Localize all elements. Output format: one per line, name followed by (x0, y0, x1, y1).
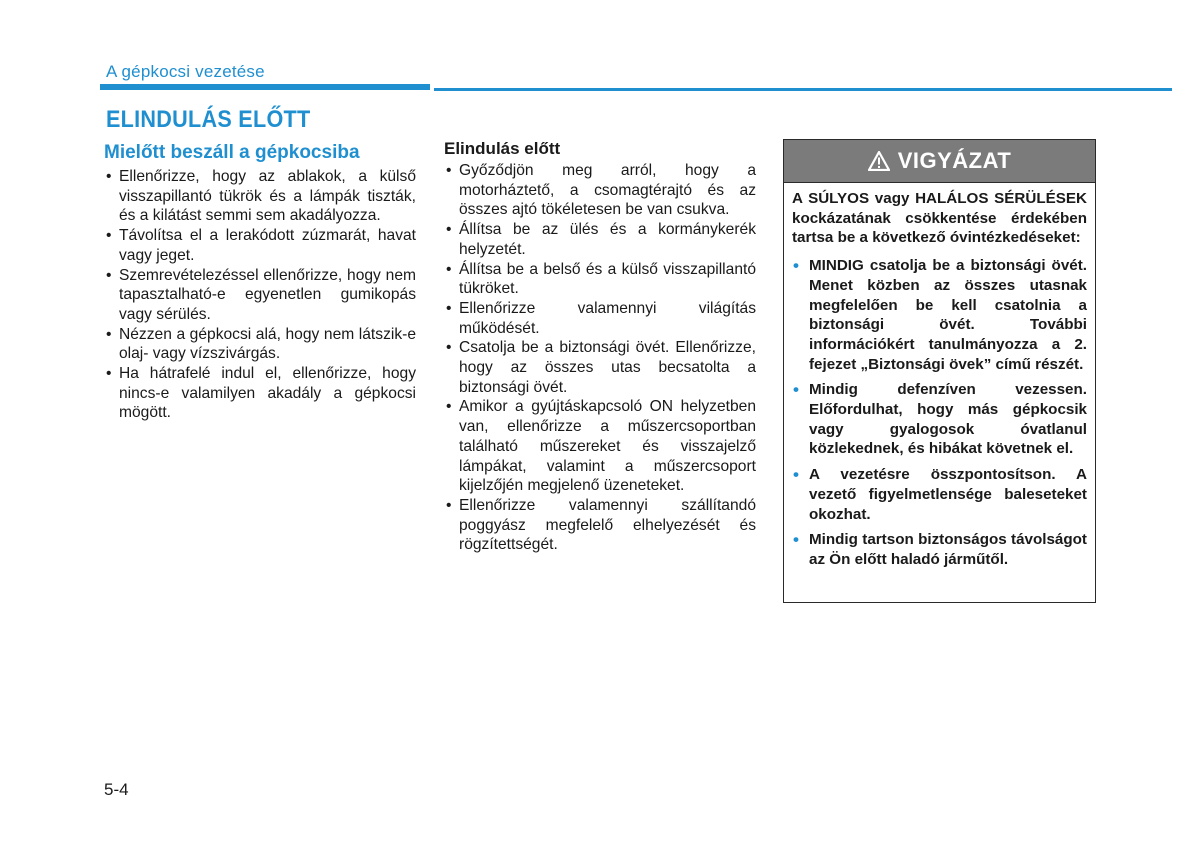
caution-item: • MINDIG csatolja be a biztonsági övét. Menet közben az összes utasnak megfelelően be kell csatolnia a biztonsági övét. További információkért tanulmányozza a 2. fejezet „Biztonsági övek” című részét. (792, 256, 1087, 374)
caution-box (783, 139, 1096, 603)
list-item: • Ha hátrafelé indul el, ellenőrizze, hogy nincs-e valamilyen akadály a gépkocsi mögött. (104, 364, 416, 423)
list-item: • Győződjön meg arról, hogy a motorháztető, a csomagtérajtó és az összes ajtó tökéletesen be van csukva. (444, 161, 756, 220)
list-item: • Csatolja be a biztonsági övét. Ellenőrizze, hogy az összes utas becsatolta a biztonsági övét. (444, 338, 756, 397)
list-item: • Ellenőrizze valamennyi szállítandó poggyász megfelelő elhelyezését és rögzítettségét. (444, 496, 756, 555)
subheading-before-entering: Mielőtt beszáll a gépkocsiba (104, 142, 360, 163)
checklist-before-starting (444, 161, 756, 555)
column-before-entering (104, 142, 416, 423)
header-rule-thick (100, 84, 430, 90)
checklist-before-entering (104, 167, 416, 423)
caution-list (792, 256, 1087, 570)
warning-triangle-icon (868, 151, 890, 171)
caution-item: • Mindig defenzíven vezessen. Előfordulhat, hogy más gépkocsik vagy gyalogosok óvatlanul közlekednek, és hibákat követnek el. (792, 380, 1087, 459)
list-item: • Állítsa be a belső és a külső visszapillantó tükröket. (444, 260, 756, 299)
page-number: 5-4 (104, 780, 129, 799)
header-rule-thin (434, 88, 1172, 91)
caution-intro: A SÚLYOS vagy HALÁLOS SÉRÜLÉSEK kockázatának csökkentése érdekében tartsa be a következő óvintézkedéseket: (792, 190, 1087, 247)
caution-body (784, 183, 1095, 570)
subheading-before-starting: Elindulás előtt (444, 139, 561, 158)
list-item: • Ellenőrizze valamennyi világítás működését. (444, 299, 756, 338)
list-item: • Ellenőrizze, hogy az ablakok, a külső visszapillantó tükrök és a lámpák tiszták, és a kilátást semmi sem akadályozza. (104, 167, 416, 226)
section-title: ELINDULÁS ELŐTT (106, 106, 311, 133)
caution-label: VIGYÁZAT (897, 148, 1012, 173)
caution-header (784, 140, 1095, 183)
list-item: • Szemrevételezéssel ellenőrizze, hogy nem tapasztalható-e egyenetlen gumikopás vagy sérülés. (104, 266, 416, 325)
caution-item: • A vezetésre összpontosítson. A vezető figyelmetlensége baleseteket okozhat. (792, 465, 1087, 524)
caution-item: • Mindig tartson biztonságos távolságot az Ön előtt haladó járműtől. (792, 530, 1087, 569)
chapter-title: A gépkocsi vezetése (106, 62, 265, 81)
list-item: • Amikor a gyújtáskapcsoló ON helyzetben van, ellenőrizze a műszercsoportban található műszereket és visszajelző lámpákat, valamint a műszercsoport kijelzőjén megjelenő üzeneteket. (444, 397, 756, 496)
list-item: • Távolítsa el a lerakódott zúzmarát, havat vagy jeget. (104, 226, 416, 265)
column-before-starting (444, 139, 756, 555)
list-item: • Állítsa be az ülés és a kormánykerék helyzetét. (444, 220, 756, 259)
list-item: • Nézzen a gépkocsi alá, hogy nem látszik-e olaj- vagy vízszivárgás. (104, 325, 416, 364)
